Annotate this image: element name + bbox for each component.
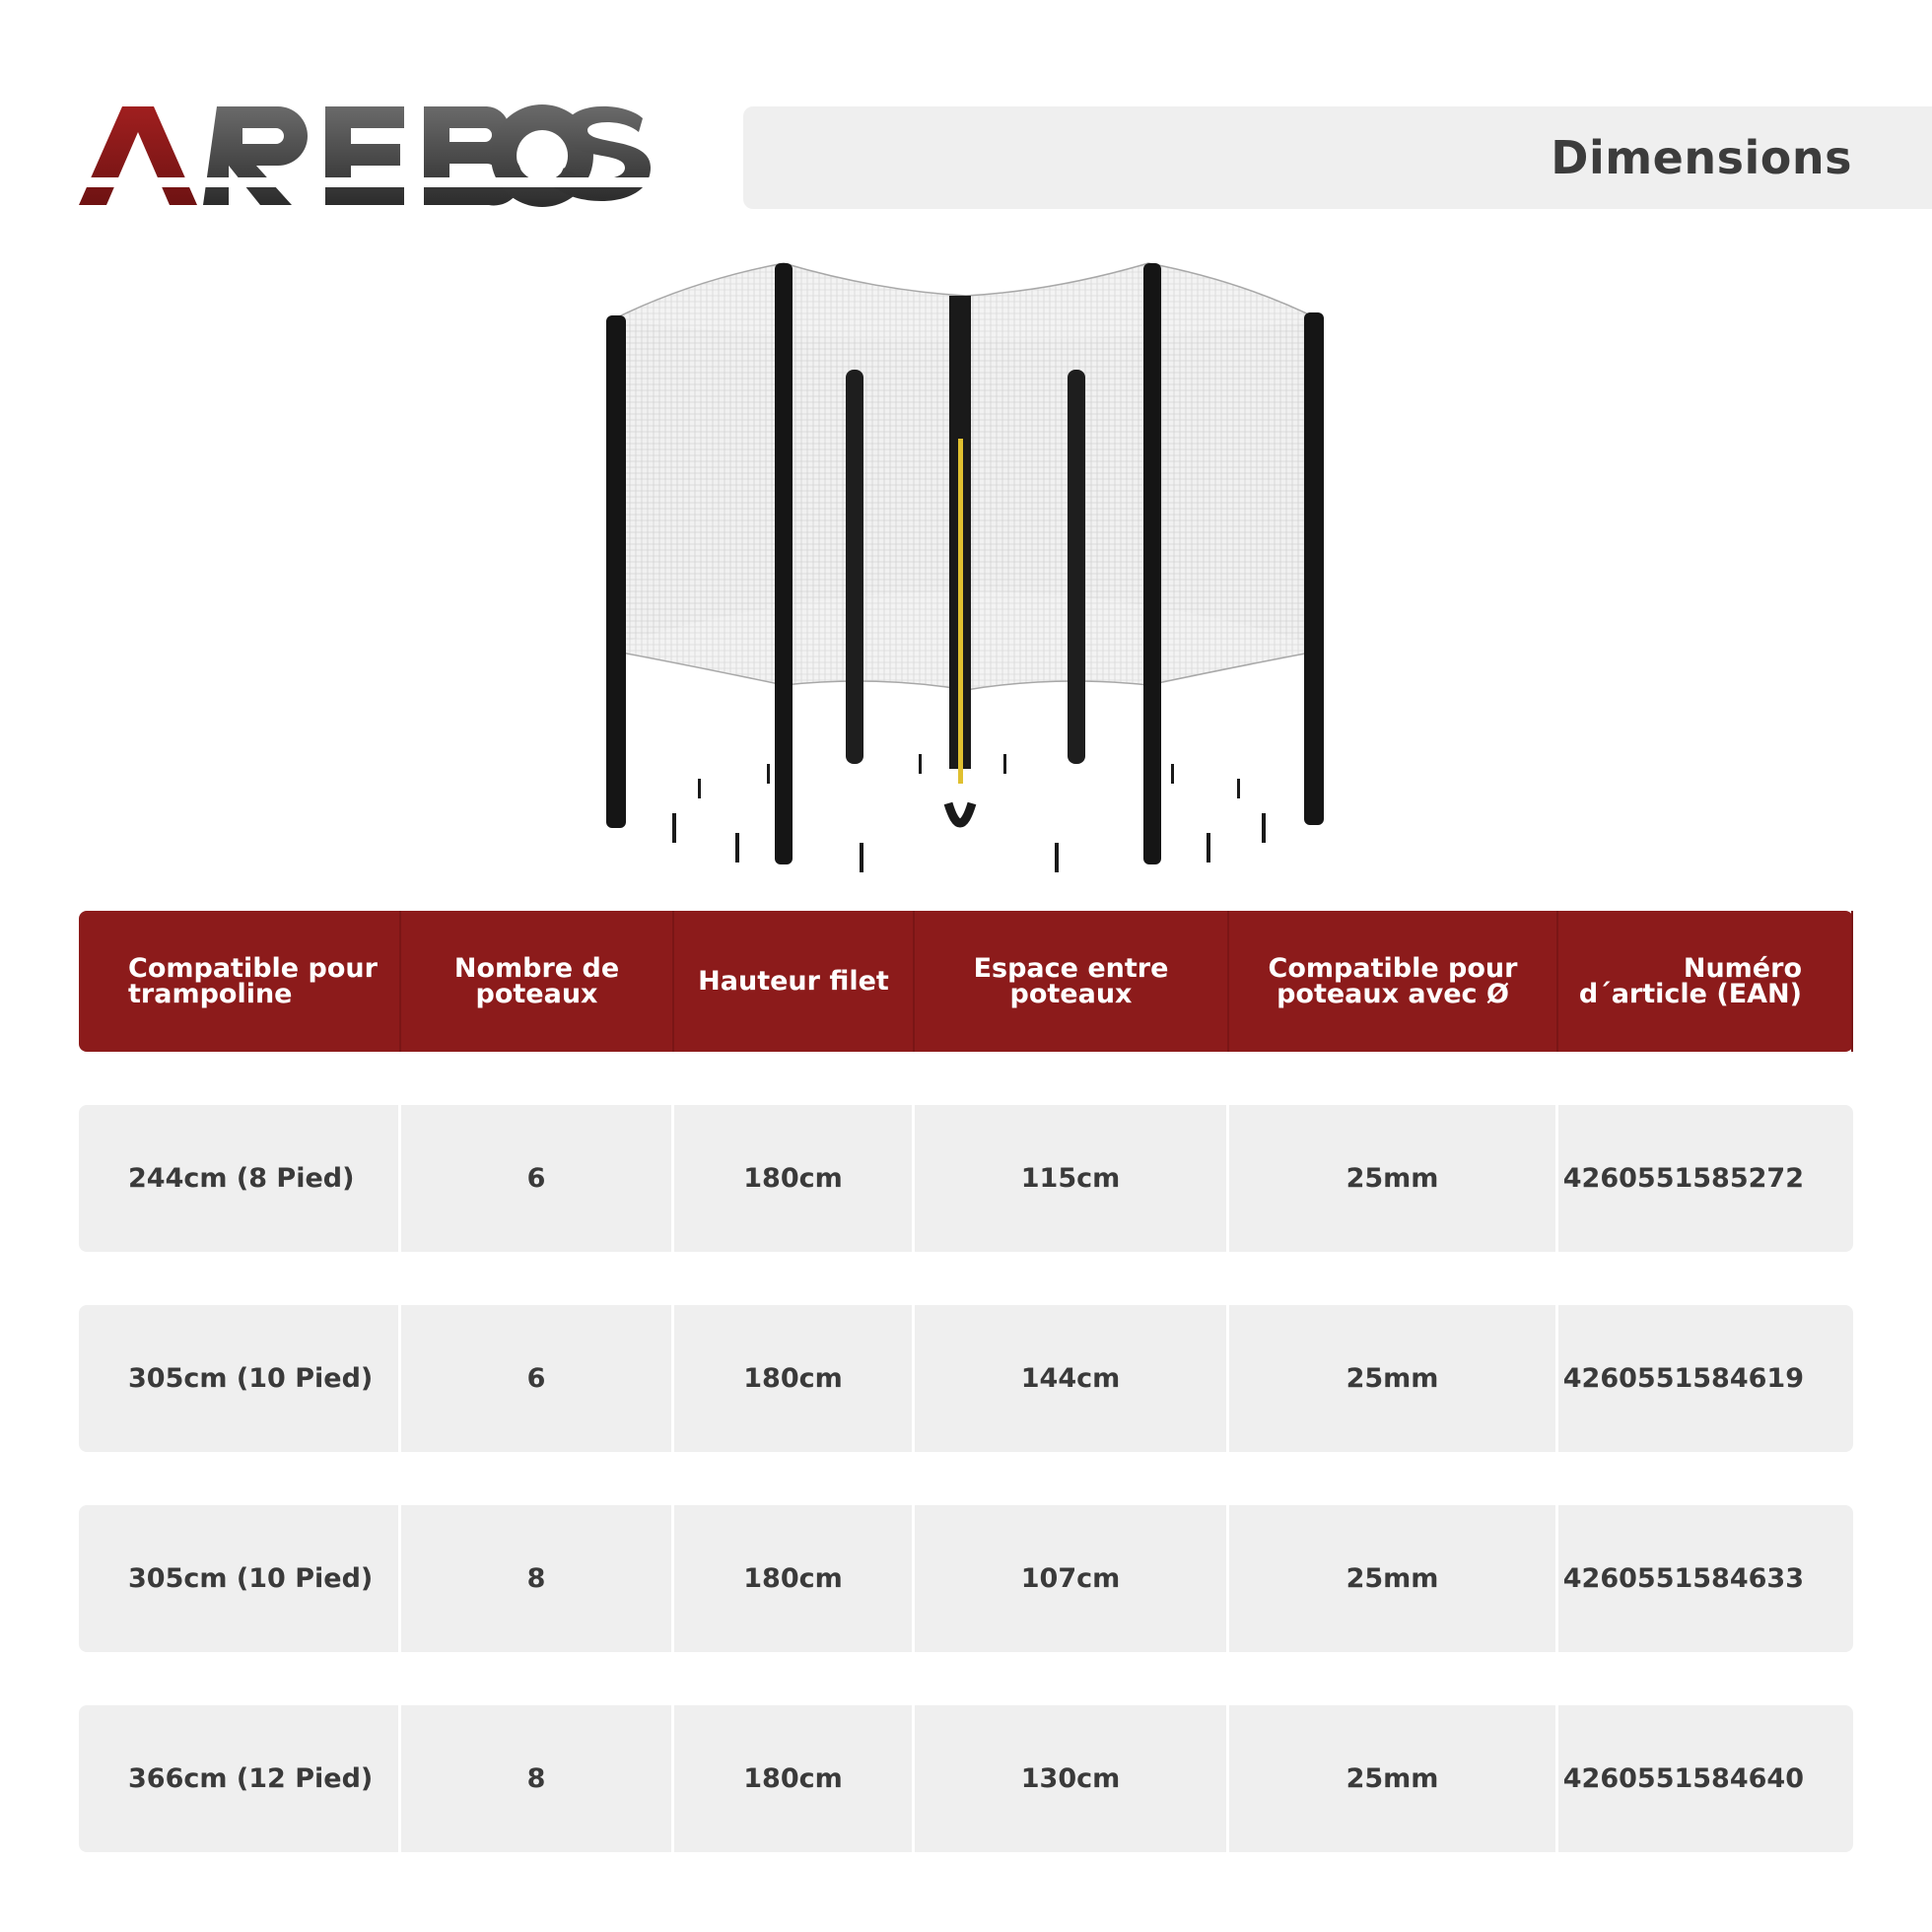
- cell-pole-spacing: 144cm: [915, 1305, 1229, 1452]
- cell-net-height: 180cm: [674, 1105, 915, 1252]
- table-row: [79, 1705, 1853, 1852]
- page-title: Dimensions: [1551, 131, 1852, 184]
- cell-poles: 6: [401, 1105, 674, 1252]
- table-row: [79, 1305, 1853, 1452]
- cell-ean: 4260551584640: [1562, 1763, 1804, 1794]
- column-header-ean: Numéro d´article (EAN): [1558, 911, 1853, 1052]
- column-header-pole-spacing: Espace entre poteaux: [915, 911, 1229, 1052]
- column-header-trampoline: Compatible pour trampoline: [79, 911, 401, 1052]
- cell-pole-diameter: 25mm: [1229, 1105, 1558, 1252]
- cell-net-height: 180cm: [674, 1305, 915, 1452]
- cell-poles: 6: [401, 1305, 674, 1452]
- cell-net-height: 180cm: [674, 1705, 915, 1852]
- cell-pole-spacing: 130cm: [915, 1705, 1229, 1852]
- cell-net-height: 180cm: [674, 1505, 915, 1652]
- cell-poles: 8: [401, 1705, 674, 1852]
- table-header: [79, 911, 1853, 1052]
- trampoline-safety-net-image: [591, 251, 1341, 882]
- cell-trampoline: 366cm (12 Pied): [79, 1705, 401, 1852]
- cell-ean: 4260551585272: [1562, 1163, 1804, 1194]
- cell-pole-diameter: 25mm: [1229, 1305, 1558, 1452]
- column-header-pole-diameter: Compatible pour poteaux avec Ø: [1229, 911, 1558, 1052]
- cell-ean: 4260551584633: [1562, 1563, 1804, 1594]
- cell-trampoline: 305cm (10 Pied): [79, 1305, 401, 1452]
- cell-pole-spacing: 115cm: [915, 1105, 1229, 1252]
- table-row: [79, 1105, 1853, 1252]
- cell-pole-diameter: 25mm: [1229, 1505, 1558, 1652]
- cell-trampoline: 305cm (10 Pied): [79, 1505, 401, 1652]
- cell-pole-diameter: 25mm: [1229, 1705, 1558, 1852]
- cell-trampoline: 244cm (8 Pied): [79, 1105, 401, 1252]
- column-header-poles: Nombre de poteaux: [401, 911, 674, 1052]
- header-title-bar: [743, 106, 1932, 209]
- cell-poles: 8: [401, 1505, 674, 1652]
- cell-pole-spacing: 107cm: [915, 1505, 1229, 1652]
- cell-ean: 4260551584619: [1562, 1363, 1804, 1394]
- table-row: [79, 1505, 1853, 1652]
- brand-logo: [79, 99, 651, 217]
- column-header-net-height: Hauteur filet: [674, 911, 915, 1052]
